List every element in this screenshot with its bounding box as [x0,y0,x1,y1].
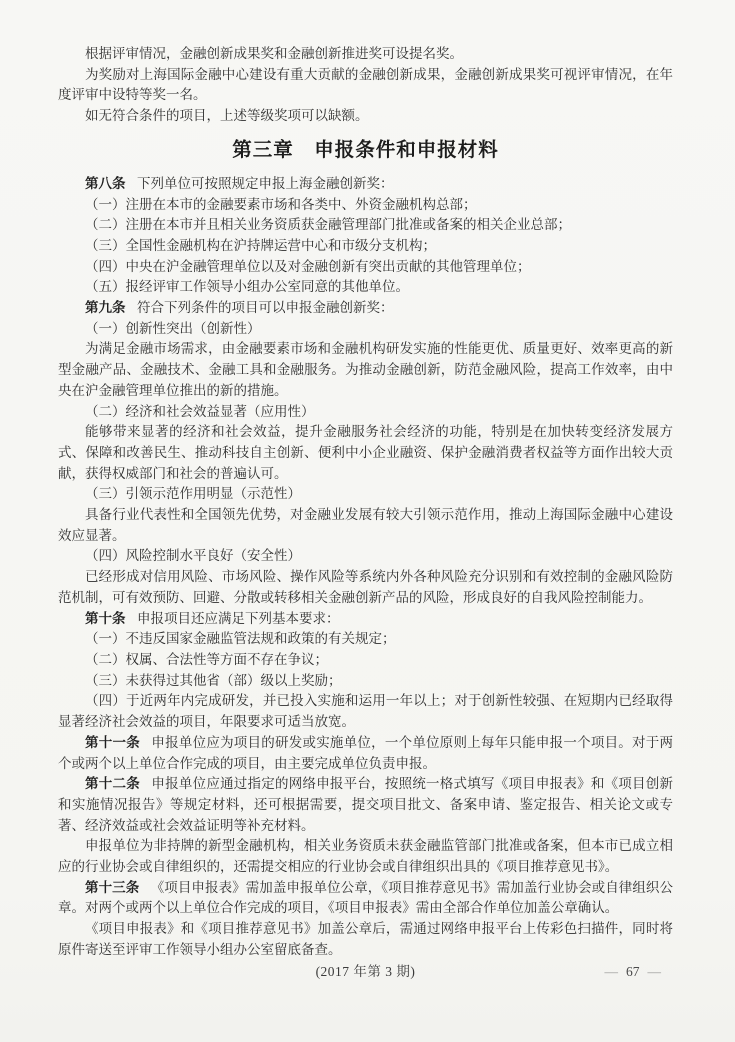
paragraph [58,609,673,630]
paragraph-text: 能够带来显著的经济和社会效益，提升金融服务社会经济的功能，特别是在加快转变经济发展方式、保障和改善民生、推动科技自主创新、便利中小企业融资、保护金融消费者权益等方面作出较大贡献，获得权威部门和社会的普遍认可。 [58,424,673,481]
paragraph [58,629,673,650]
page-footer [58,962,673,982]
paragraph [58,733,673,774]
articles-section [58,174,673,961]
paragraph [58,339,673,401]
paragraph-text: 申报单位为非持牌的新型金融机构，相关业务资质未获金融监管部门批准或备案，但本市已成立相应的行业协会或自律组织的，还需提交相应的行业协会或自律组织出具的《项目推荐意见书》。 [58,838,673,875]
paragraph [58,505,673,546]
paragraph-text: 已经形成对信用风险、市场风险、操作风险等系统内外各种风险充分识别和有效控制的金融风险防范机制，可有效预防、回避、分散或转移相关金融创新产品的风险，形成良好的自我风险控制能力。 [58,569,673,605]
paragraph-text: （四）于近两年内完成研发，并已投入实施和运用一年以上；对于创新性较强、在短期内已经取得显著经济社会效益的项目，年限要求可适当放宽。 [58,693,673,730]
paragraph-text: （三）引领示范作用明显（示范性） [85,486,301,502]
paragraph [58,319,673,340]
paragraph [58,106,673,127]
paragraph [58,174,673,195]
article-number: 第十二条 [85,776,140,792]
paragraph-text: （二）权属、合法性等方面不存在争议； [85,651,328,667]
paragraph [58,484,673,505]
paragraph-text: 具备行业代表性和全国领先优势，对金融业发展有较大引领示范作用，推动上海国际金融中心建设效应显著。 [58,507,673,543]
page-number [605,962,662,982]
paragraph-text: （四）中央在沪金融管理单位以及对金融创新有突出贡献的其他管理单位； [85,258,531,274]
page-number-value: 67 [626,964,640,979]
paragraph-text: （三）全国性金融机构在沪持牌运营中心和市级分支机构； [85,237,436,253]
paragraph [58,774,673,836]
document-body [58,44,673,961]
paragraph-text: 申报项目还应满足下列基本要求： [136,610,340,626]
paragraph [58,257,673,278]
paragraph-text: （二）注册在本市并且相关业务资质获金融管理部门批准或备案的相关企业总部； [85,217,571,233]
paragraph-text: （一）不违反国家金融监管法规和政策的有关规定； [85,631,396,647]
paragraph [58,277,673,298]
paragraph-text: 为满足金融市场需求，由金融要素市场和金融机构研发实施的性能更优、质量更好、效率更高的新型金融产品、金融技术、金融工具和金融服务。为推动金融创新，防范金融风险，提高工作效率，由中央在沪金融管理单位推出的新的措施。 [58,341,673,398]
paragraph-text: 根据评审情况，金融创新成果奖和金融创新推进奖可设提名奖。 [85,46,463,61]
paragraph [58,195,673,216]
paragraph-text: （三）未获得过其他省（部）级以上奖励； [85,672,342,688]
article-number: 第九条 [85,300,126,316]
paragraph [58,691,673,732]
paragraph [58,215,673,236]
paragraph [58,836,673,877]
paragraph [58,402,673,423]
paragraph-text: （一）创新性突出（创新性） [85,320,261,336]
paragraph [58,878,673,919]
paragraph [58,650,673,671]
article-number: 第十三条 [85,879,140,895]
paragraph-text: 如无符合条件的项目，上述等级奖项可以缺额。 [85,108,369,124]
intro-section [58,44,673,127]
paragraph [58,236,673,257]
paragraph-text: 《项目申报表》和《项目推荐意见书》加盖公章后，需通过网络申报平台上传彩色扫描件，同时将原件寄送至评审工作领导小组办公室留底备查。 [58,921,673,957]
paragraph-text: （四）风险控制水平良好（安全性） [85,548,301,564]
paragraph-text: （二）经济和社会效益显著（应用性） [85,403,315,419]
article-number: 第十一条 [85,734,140,750]
paragraph-text: 为奖励对上海国际金融中心建设有重大贡献的金融创新成果，金融创新成果奖可视评审情况，在年度评审中设特等奖一名。 [58,66,673,103]
paragraph-text: 《项目申报表》需加盖申报单位公章，《项目推荐意见书》需加盖行业协会或自律组织公章。对两个或两个以上单位合作完成的项目，《项目申报表》需由全部合作单位加盖公章确认。 [58,879,673,916]
issue-label: (2017 年第 3 期) [315,964,416,979]
paragraph [58,567,673,608]
paragraph [58,546,673,567]
paragraph [58,65,673,106]
paragraph-text: 申报单位应为项目的研发或实施单位，一个单位原则上每年只能申报一个项目。对于两个或两个以上单位合作完成的项目，由主要完成单位负责申报。 [58,734,674,771]
footer-right-dash: — [647,964,661,979]
footer-left-dash: — [604,964,618,979]
paragraph-text: （五）报经评审工作领导小组办公室同意的其他单位。 [85,279,409,295]
paragraph-text: （一）注册在本市的金融要素市场和各类中、外资金融机构总部； [85,196,477,212]
article-number: 第八条 [85,175,126,191]
paragraph-text: 符合下列条件的项目可以申报金融创新奖： [136,300,394,316]
paragraph-text: 申报单位应通过指定的网络申报平台，按照统一格式填写《项目申报表》和《项目创新和实施情况报告》等规定材料，还可根据需要，提交项目批文、备案申请、鉴定报告、相关论文或专著、经济效益或社会效益证明等补充材料。 [58,776,674,833]
chapter-heading: 第三章 申报条件和申报材料 [232,138,499,161]
paragraph [58,44,673,65]
paragraph [58,919,673,960]
paragraph-text: 下列单位可按照规定申报上海金融创新奖： [136,175,394,191]
paragraph [58,422,673,484]
article-number: 第十条 [85,610,126,626]
paragraph [58,298,673,319]
paragraph [58,671,673,692]
